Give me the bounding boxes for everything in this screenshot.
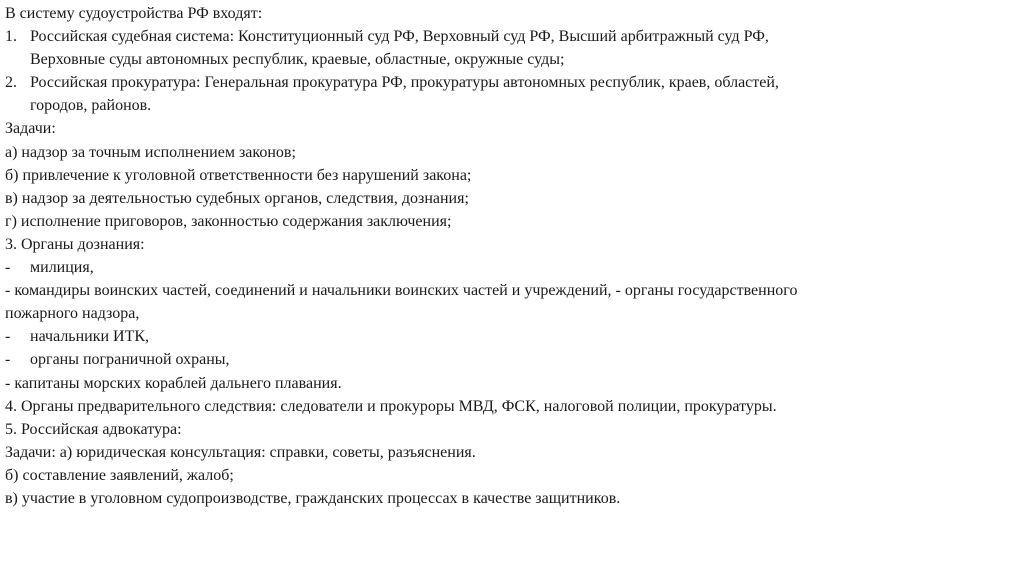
text-block: [5, 2, 1015, 510]
numbered-item-1: [5, 25, 1015, 71]
item-marker: 2.: [5, 74, 17, 92]
section5-heading: 5. Российская адвокатура:: [5, 420, 182, 438]
section5-task-line: Задачи: а) юридическая консультация: справки, советы, разъяснения.: [5, 443, 476, 461]
section3-heading: 3. Органы дознания:: [5, 235, 145, 253]
section5-task-line: б) составление заявлений, жалоб;: [5, 466, 234, 484]
task-line: г) исполнение приговоров, законностью содержания заключения;: [5, 212, 452, 230]
dash-item-border: [5, 348, 1015, 371]
item-body: [30, 71, 779, 117]
item-line: городов, районов.: [30, 97, 152, 115]
item-line: Верховные суды автономных республик, краевые, областные, окружные суды;: [30, 51, 565, 69]
dash-text: милиция,: [30, 259, 94, 277]
dash-marker: -: [5, 259, 11, 277]
intro-line: В систему судоустройства РФ входят:: [5, 5, 263, 22]
captains-line: - капитаны морских кораблей дальнего плавания.: [5, 374, 342, 392]
item-body: [30, 25, 769, 71]
dash-item-militia: [5, 256, 1015, 279]
section5-task-line: в) участие в уголовном судопроизводстве, гражданских процессах в качестве защитников.: [5, 489, 621, 507]
dash-text: органы пограничной охраны,: [30, 351, 230, 369]
dash-text: начальники ИТК,: [30, 328, 150, 346]
tasks-heading: Задачи:: [5, 120, 56, 138]
section4-line: 4. Органы предварительного следствия: следователи и прокуроры МВД, ФСК, налоговой полиции, прокуратуры.: [5, 397, 777, 415]
commanders-line-continued: пожарного надзора,: [5, 305, 140, 323]
item-line: Российская прокуратура: Генеральная прокуратура РФ, прокуратуры автономных республик, краев, областей,: [30, 74, 779, 92]
item-marker: 1.: [5, 28, 17, 46]
task-line: а) надзор за точным исполнением законов;: [5, 143, 296, 161]
numbered-item-2: [5, 71, 1015, 117]
dash-marker: -: [5, 328, 11, 346]
item-line: Российская судебная система: Конституционный суд РФ, Верховный суд РФ, Высший арбитражный суд РФ,: [30, 28, 769, 46]
task-line: в) надзор за деятельностью судебных органов, следствия, дознания;: [5, 189, 469, 207]
dash-item-itk: [5, 325, 1015, 348]
dash-marker: -: [5, 351, 11, 369]
commanders-line: - командиры воинских частей, соединений и начальники воинских частей и учреждений, - органы государственного: [5, 282, 798, 300]
task-line: б) привлечение к уголовной ответственности без нарушений закона;: [5, 166, 472, 184]
